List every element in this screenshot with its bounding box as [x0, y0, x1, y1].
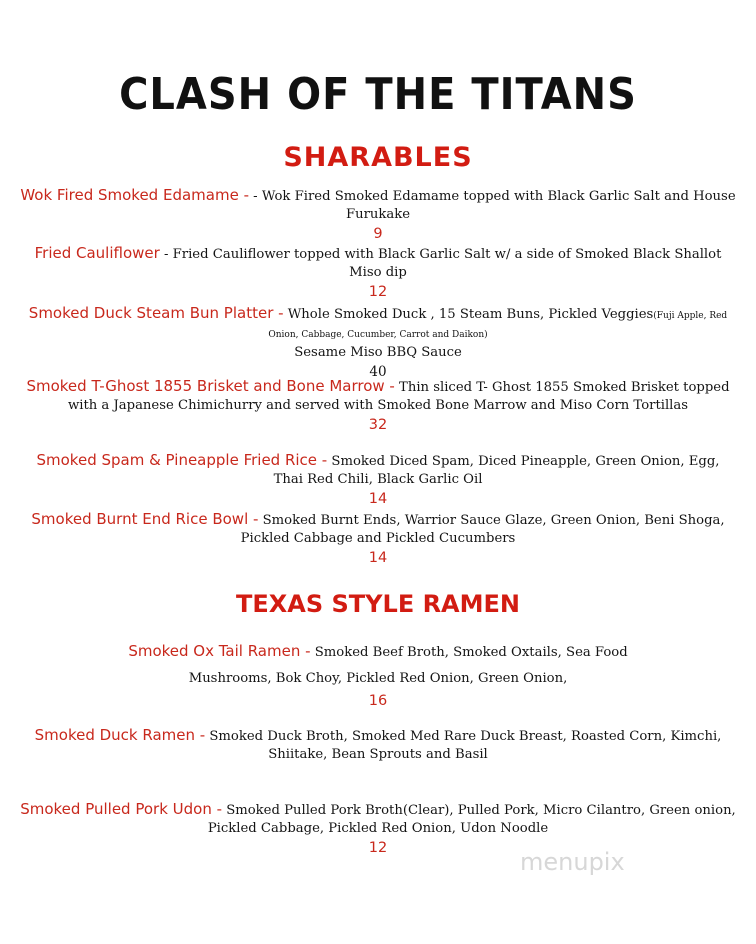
item-name: Fried Cauliflower [34, 244, 160, 262]
item-name: Smoked T-Ghost 1855 Brisket and Bone Marrow - [26, 377, 395, 395]
watermark-logo: menupix [520, 848, 625, 876]
item-price: 12 [368, 840, 388, 856]
menu-item [20, 304, 736, 381]
menu-item [20, 726, 736, 764]
item-description: - Fried Cauliflower topped with Black Garlic Salt w/ a side of Smoked Black Shallot Miso dip [159, 247, 722, 280]
menu-item [20, 510, 736, 567]
menu-title: CLASH OF THE TITANS [119, 70, 637, 120]
item-name: Smoked Spam & Pineapple Fried Rice - [36, 451, 328, 469]
menu-item [20, 800, 736, 857]
section-heading-ramen: TEXAS STYLE RAMEN [236, 590, 520, 618]
item-name: Smoked Burnt End Rice Bowl - [31, 510, 259, 528]
item-name: Smoked Ox Tail Ramen - [128, 642, 311, 660]
item-name: Wok Fired Smoked Edamame - [20, 186, 249, 204]
item-description: Smoked Pulled Pork Broth(Clear), Pulled Pork, Micro Cilantro, Green onion, Pickled Cabbage, Pickled Red Onion, Udon Noodle [207, 803, 736, 836]
item-description: Smoked Beef Broth, Smoked Oxtails, Sea Food [310, 645, 628, 660]
item-description-line2: Mushrooms, Bok Choy, Pickled Red Onion, Green Onion, [188, 671, 568, 686]
item-description: Thin sliced T- Ghost 1855 Smoked Brisket topped with a Japanese Chimichurry and served with Smoked Bone Marrow and Miso Corn Tortillas [67, 380, 730, 413]
menu-item [20, 186, 736, 243]
item-description: Smoked Burnt Ends, Warrior Sauce Glaze, Green Onion, Beni Shoga, Pickled Cabbage and Pickled Cucumbers [240, 513, 725, 546]
item-description: Smoked Diced Spam, Diced Pineapple, Green Onion, Egg, Thai Red Chili, Black Garlic Oil [273, 454, 720, 487]
item-price: 12 [368, 284, 388, 300]
item-name: Smoked Duck Steam Bun Platter - [28, 304, 284, 322]
menu-item [20, 244, 736, 301]
item-price: 14 [368, 491, 388, 507]
menu-item [20, 638, 736, 714]
item-price: 9 [373, 226, 383, 242]
item-description-line2: Sesame Miso BBQ Sauce [294, 345, 462, 360]
item-price: 32 [368, 417, 388, 433]
section-heading-sharables: SHARABLES [283, 142, 473, 173]
item-description: - Wok Fired Smoked Edamame topped with Black Garlic Salt and House Furukake [248, 189, 736, 222]
item-description: Whole Smoked Duck , 15 Steam Buns, Pickled Veggies [283, 307, 654, 322]
item-name: Smoked Pulled Pork Udon - [20, 800, 223, 818]
item-price: 16 [368, 693, 388, 709]
item-description-detail: (Fuji Apple, Red Onion, Cabbage, Cucumber, Carrot and Daikon) [268, 311, 728, 340]
item-description: Smoked Duck Broth, Smoked Med Rare Duck Breast, Roasted Corn, Kimchi, Shiitake, Bean Sprouts and Basil [205, 729, 722, 762]
item-price: 14 [368, 550, 388, 566]
item-name: Smoked Duck Ramen - [34, 726, 206, 744]
item-price: 40 [369, 364, 387, 380]
menu-item [20, 451, 736, 508]
menu-item [20, 377, 736, 434]
